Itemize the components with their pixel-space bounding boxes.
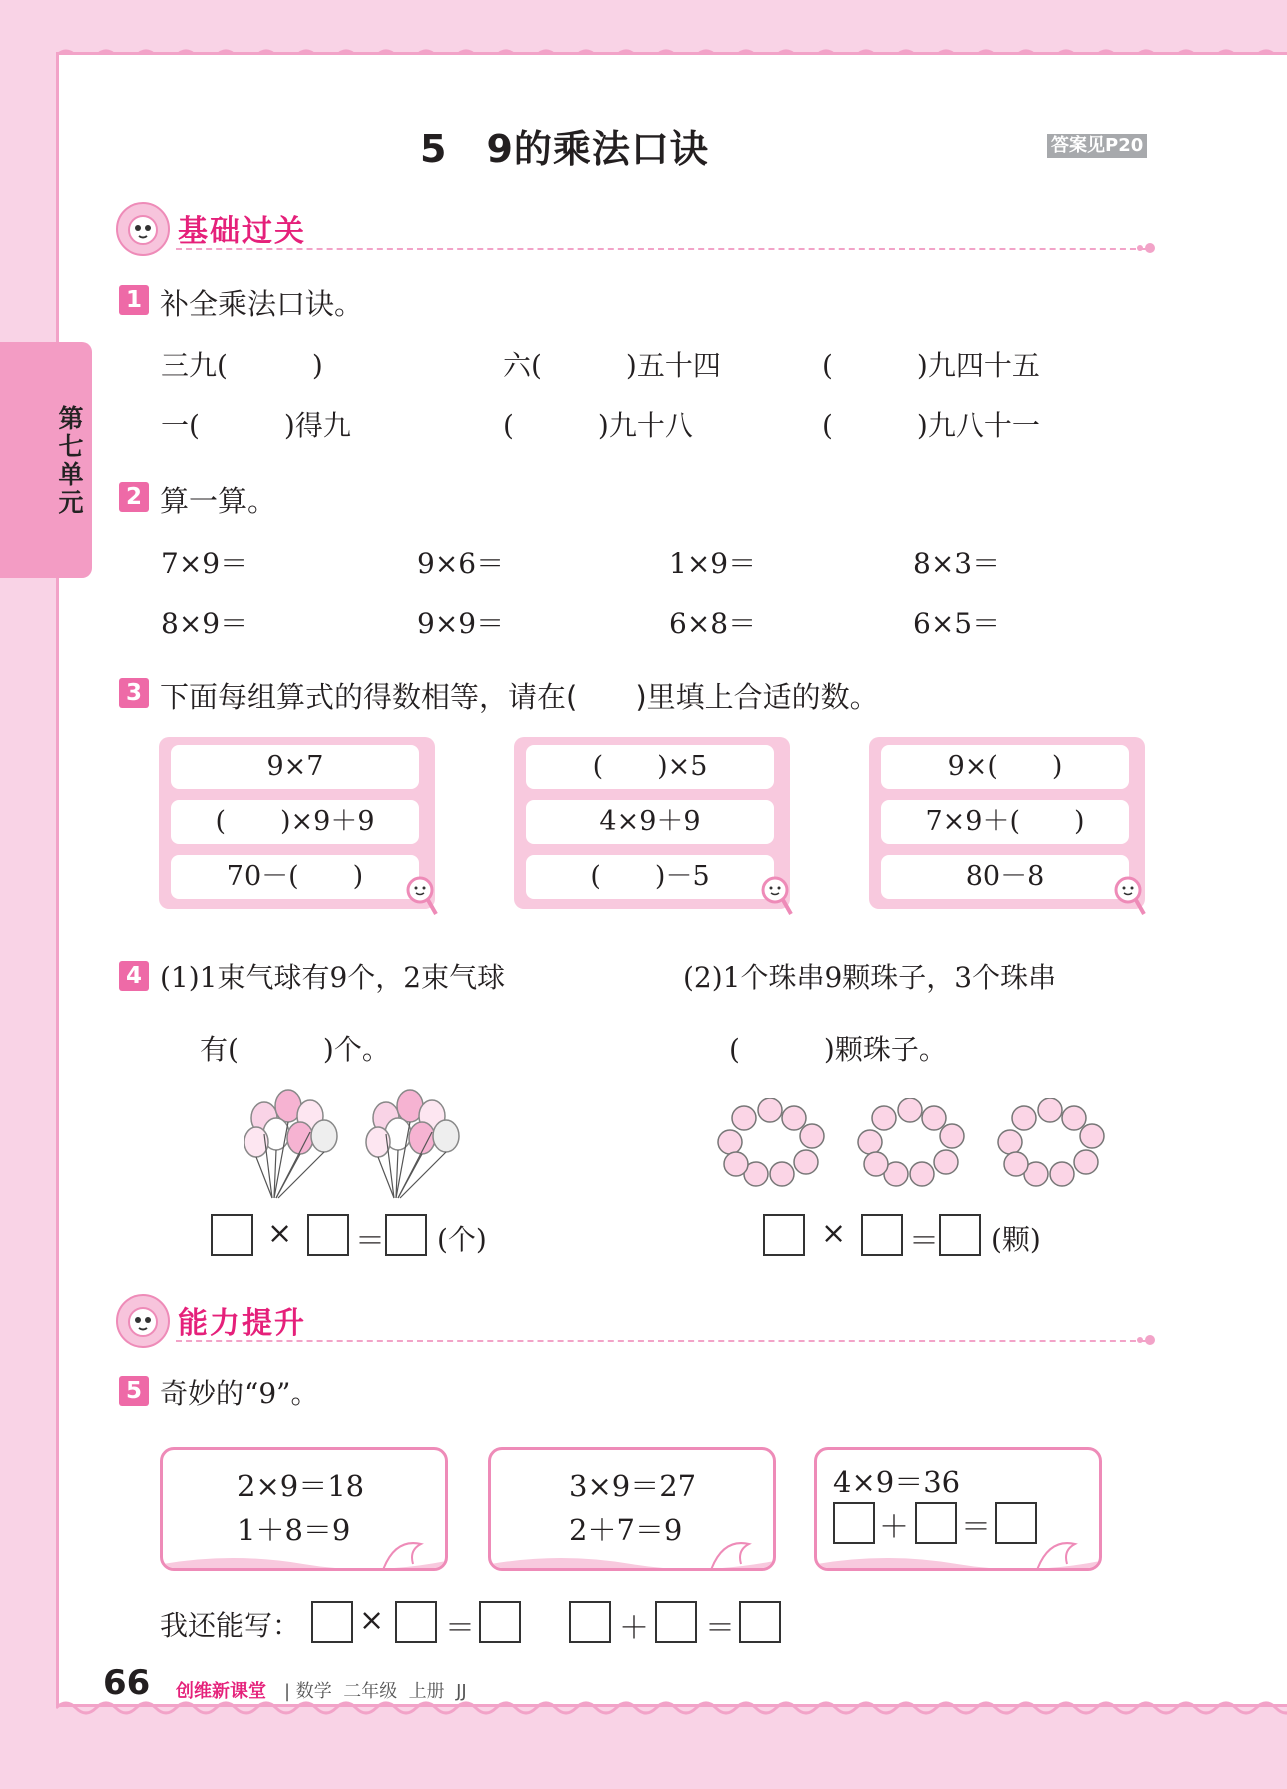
answer-box[interactable] xyxy=(569,1601,611,1643)
equals-sign: ＝ xyxy=(355,1224,385,1259)
question-3-number: 3 xyxy=(119,678,149,708)
magnifier-face-icon xyxy=(759,874,795,920)
answer-box[interactable] xyxy=(655,1601,697,1643)
section-basic-title: 基础过关 xyxy=(178,214,306,249)
q2-item: 6×5＝ xyxy=(913,607,1001,640)
section-advanced-title: 能力提升 xyxy=(178,1306,306,1341)
q1-item: ( )九八十一 xyxy=(822,409,1040,442)
bead-strings-illustration xyxy=(714,1098,1114,1192)
q5-line: 2＋7＝9 xyxy=(569,1513,683,1547)
answer-box[interactable] xyxy=(211,1214,253,1256)
page-number: 66 xyxy=(103,1663,151,1703)
footer-subtitle: | 数学 二年级 上册 JJ xyxy=(284,1681,467,1702)
q3-row: 9×( ) xyxy=(881,745,1129,789)
q5-line: 1＋8＝9 xyxy=(237,1513,351,1547)
q4-part2-line1: (2)1个珠串9颗珠子，3个珠串 xyxy=(683,961,1057,994)
answer-box[interactable] xyxy=(763,1214,805,1256)
equals-sign: ＝ xyxy=(705,1611,735,1646)
answer-box[interactable] xyxy=(939,1214,981,1256)
q4-part2-unit: (颗) xyxy=(991,1223,1041,1256)
unit-tab-label: 第七单元 xyxy=(58,404,84,517)
magnifier-face-icon xyxy=(404,874,440,920)
q3-row: 80－8 xyxy=(881,855,1129,899)
cartoon-owl-icon xyxy=(116,202,170,256)
q5-example-box-2 xyxy=(488,1447,776,1571)
question-5-number: 5 xyxy=(119,1376,149,1406)
q3-row: 9×7 xyxy=(171,745,419,789)
magnifier-face-icon xyxy=(1112,874,1148,920)
q3-row: 70－( ) xyxy=(171,855,419,899)
q4-part1-line2: 有( )个。 xyxy=(200,1033,390,1066)
q4-part2-line2: ( )颗珠子。 xyxy=(729,1033,947,1066)
answer-box[interactable] xyxy=(739,1601,781,1643)
q1-item: ( )九十八 xyxy=(503,409,693,442)
q3-group-2 xyxy=(514,737,790,909)
balloon-bunches-illustration xyxy=(244,1084,484,1208)
question-3-text: 下面每组算式的得数相等，请在( )里填上合适的数。 xyxy=(160,680,879,714)
dots-icon xyxy=(1136,240,1160,256)
wave-decoration xyxy=(163,1530,448,1571)
q4-part1-unit: (个) xyxy=(437,1223,487,1256)
section-basic-header xyxy=(116,202,1156,258)
answer-box[interactable] xyxy=(479,1601,521,1643)
section-advanced-header xyxy=(116,1294,1156,1350)
question-5-text: 奇妙的“9”。 xyxy=(160,1377,319,1410)
plus-sign: ＋ xyxy=(619,1611,649,1646)
q3-group-3 xyxy=(869,737,1145,909)
times-sign: × xyxy=(267,1216,293,1251)
q5-example-box-1 xyxy=(160,1447,448,1571)
q3-group-1 xyxy=(159,737,435,909)
times-sign: × xyxy=(821,1216,847,1251)
q5-example-box-3 xyxy=(814,1447,1102,1571)
equals-sign: ＝ xyxy=(445,1611,475,1646)
q3-row: ( )－5 xyxy=(526,855,774,899)
question-4-number: 4 xyxy=(119,961,149,991)
q3-row: ( )×9＋9 xyxy=(171,800,419,844)
q4-part1-line1: (1)1束气球有9个，2束气球 xyxy=(160,961,506,994)
q5-line: 3×9＝27 xyxy=(569,1469,697,1503)
question-2-text: 算一算。 xyxy=(160,484,277,518)
wave-decoration xyxy=(491,1530,776,1571)
q5-line: 2×9＝18 xyxy=(237,1469,365,1503)
question-1-number: 1 xyxy=(119,285,149,315)
footer-brand: 创维新课堂 xyxy=(176,1681,266,1702)
q1-item: 三九( ) xyxy=(161,349,323,382)
question-1-text: 补全乘法口诀。 xyxy=(160,287,364,321)
page-title: 5 9的乘法口诀 xyxy=(420,127,709,171)
q1-item: 六( )五十四 xyxy=(503,349,721,382)
answer-box[interactable] xyxy=(395,1601,437,1643)
section-divider xyxy=(176,248,1146,250)
equals-sign: ＝ xyxy=(961,1510,991,1545)
answer-box[interactable] xyxy=(307,1214,349,1256)
question-2-number: 2 xyxy=(119,482,149,512)
q3-row: 4×9＋9 xyxy=(526,800,774,844)
q3-row: 7×9＋( ) xyxy=(881,800,1129,844)
answer-box[interactable] xyxy=(311,1601,353,1643)
q5-line: 4×9＝36 xyxy=(833,1465,961,1499)
wave-decoration xyxy=(817,1530,1102,1571)
equals-sign: ＝ xyxy=(909,1224,939,1259)
q2-item: 1×9＝ xyxy=(669,547,757,580)
dots-icon xyxy=(1136,1332,1160,1348)
q2-item: 9×6＝ xyxy=(417,547,505,580)
plus-sign: ＋ xyxy=(879,1510,909,1545)
q3-row: ( )×5 xyxy=(526,745,774,789)
q2-item: 6×8＝ xyxy=(669,607,757,640)
cartoon-owl-icon xyxy=(116,1294,170,1348)
q2-item: 9×9＝ xyxy=(417,607,505,640)
q1-item: 一( )得九 xyxy=(161,409,351,442)
q1-item: ( )九四十五 xyxy=(822,349,1040,382)
times-sign: × xyxy=(359,1603,385,1638)
answer-box[interactable] xyxy=(861,1214,903,1256)
section-divider xyxy=(176,1340,1146,1342)
q2-item: 8×3＝ xyxy=(913,547,1001,580)
q2-item: 8×9＝ xyxy=(161,607,249,640)
answer-reference-badge: 答案见P20 xyxy=(1047,134,1147,158)
also-write-label: 我还能写： xyxy=(160,1609,301,1642)
q2-item: 7×9＝ xyxy=(161,547,249,580)
answer-box[interactable] xyxy=(385,1214,427,1256)
